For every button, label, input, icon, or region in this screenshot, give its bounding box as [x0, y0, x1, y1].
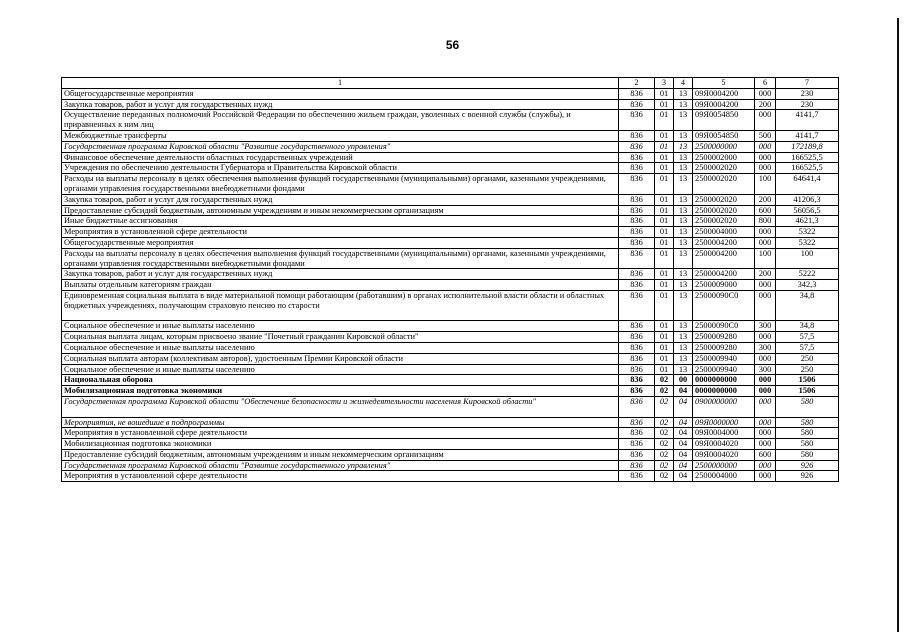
- section-cell: 02: [655, 396, 674, 417]
- table-row: [62, 163, 839, 174]
- admin-code-cell: 836: [619, 248, 655, 269]
- row-name-cell: Мероприятия, не вошедшие в подпрограммы: [62, 417, 619, 428]
- expense-type-cell: 300: [755, 364, 776, 375]
- amount-cell: 166525,5: [776, 152, 839, 163]
- admin-code-cell: 836: [619, 321, 655, 332]
- target-article-cell: 2500004200: [693, 237, 755, 248]
- expense-type-cell: 000: [755, 353, 776, 364]
- target-article-cell: 2500004200: [693, 269, 755, 280]
- target-article-cell: 09Я0004200: [693, 99, 755, 110]
- table-row: [62, 130, 839, 141]
- target-article-cell: 2500004200: [693, 248, 755, 269]
- expense-type-cell: 600: [755, 205, 776, 216]
- amount-cell: 4621,3: [776, 216, 839, 227]
- expense-type-cell: 300: [755, 342, 776, 353]
- target-article-cell: 09Я0004000: [693, 428, 755, 439]
- target-article-cell: 2500000000: [693, 141, 755, 152]
- subsection-cell: 04: [674, 439, 693, 450]
- admin-code-cell: 836: [619, 216, 655, 227]
- expense-type-cell: 000: [755, 396, 776, 417]
- section-cell: 01: [655, 227, 674, 238]
- amount-cell: 1506: [776, 375, 839, 386]
- subsection-cell: 04: [674, 471, 693, 482]
- target-article-cell: 2500000000: [693, 460, 755, 471]
- target-article-cell: 2500004000: [693, 471, 755, 482]
- amount-cell: 580: [776, 439, 839, 450]
- section-cell: 02: [655, 375, 674, 386]
- expense-type-cell: 000: [755, 428, 776, 439]
- amount-cell: 64641,4: [776, 174, 839, 195]
- subsection-cell: 04: [674, 386, 693, 397]
- section-cell: 02: [655, 428, 674, 439]
- table-row: [62, 227, 839, 238]
- expense-type-cell: 000: [755, 386, 776, 397]
- row-name-cell: Предоставление субсидий бюджетным, автономным учреждениям и иным некоммерческим организациям: [62, 449, 619, 460]
- target-article-cell: 2500009000: [693, 280, 755, 291]
- column-number-row: [62, 78, 839, 89]
- row-name-cell: Мероприятия в установленной сфере деятельности: [62, 227, 619, 238]
- row-name-cell: Мероприятия в установленной сфере деятельности: [62, 471, 619, 482]
- subsection-cell: 13: [674, 280, 693, 291]
- table-row: [62, 248, 839, 269]
- row-name-cell: Учреждения по обеспечению деятельности Губернатора и Правительства Кировской области: [62, 163, 619, 174]
- table-row: [62, 471, 839, 482]
- expense-type-cell: 000: [755, 332, 776, 343]
- admin-code-cell: 836: [619, 417, 655, 428]
- section-cell: 02: [655, 417, 674, 428]
- subsection-cell: 04: [674, 460, 693, 471]
- subsection-cell: 13: [674, 88, 693, 99]
- table-row: [62, 417, 839, 428]
- admin-code-cell: 836: [619, 280, 655, 291]
- expense-type-cell: 300: [755, 321, 776, 332]
- section-cell: 01: [655, 88, 674, 99]
- amount-cell: 34,8: [776, 290, 839, 320]
- section-cell: 01: [655, 342, 674, 353]
- table-row: [62, 194, 839, 205]
- section-cell: 01: [655, 269, 674, 280]
- subsection-cell: 13: [674, 110, 693, 131]
- row-name-cell: Расходы на выплаты персоналу в целях обеспечения выполнения функций государственными (муниципальными) органами, казенными учреждениями, органами управления государственными внебюджетными фондами: [62, 248, 619, 269]
- table-row: [62, 99, 839, 110]
- row-name-cell: Закупка товаров, работ и услуг для государственных нужд: [62, 99, 619, 110]
- subsection-cell: 13: [674, 227, 693, 238]
- subsection-cell: 04: [674, 449, 693, 460]
- row-name-cell: Национальная оборона: [62, 375, 619, 386]
- expense-type-cell: 200: [755, 269, 776, 280]
- row-name-cell: Общегосударственные мероприятия: [62, 88, 619, 99]
- row-name-cell: Осуществление переданных полномочий Российской Федерации по обеспечению жильем граждан, уволенных с военной службы (службы), и приравненных к ним лиц: [62, 110, 619, 131]
- expense-type-cell: 500: [755, 130, 776, 141]
- amount-cell: 172189,8: [776, 141, 839, 152]
- amount-cell: 4141,7: [776, 130, 839, 141]
- expense-type-cell: 000: [755, 88, 776, 99]
- admin-code-cell: 836: [619, 290, 655, 320]
- expense-type-cell: 200: [755, 99, 776, 110]
- subsection-cell: 13: [674, 321, 693, 332]
- expense-type-cell: 000: [755, 439, 776, 450]
- expense-type-cell: 800: [755, 216, 776, 227]
- target-article-cell: 2500002020: [693, 174, 755, 195]
- admin-code-cell: 836: [619, 449, 655, 460]
- admin-code-cell: 836: [619, 88, 655, 99]
- admin-code-cell: 836: [619, 396, 655, 417]
- table-row: [62, 342, 839, 353]
- row-name-cell: Мобилизационная подготовка экономики: [62, 386, 619, 397]
- section-cell: 01: [655, 216, 674, 227]
- table-row: [62, 439, 839, 450]
- table-body: [62, 78, 839, 482]
- section-cell: 01: [655, 130, 674, 141]
- target-article-cell: 2500009280: [693, 342, 755, 353]
- expense-type-cell: 000: [755, 237, 776, 248]
- amount-cell: 56056,5: [776, 205, 839, 216]
- row-name-cell: Общегосударственные мероприятия: [62, 237, 619, 248]
- amount-cell: 166525,5: [776, 163, 839, 174]
- admin-code-cell: 836: [619, 269, 655, 280]
- expense-type-cell: 100: [755, 174, 776, 195]
- section-cell: 01: [655, 290, 674, 320]
- subsection-cell: 13: [674, 99, 693, 110]
- target-article-cell: 25000090С0: [693, 290, 755, 320]
- admin-code-cell: 836: [619, 386, 655, 397]
- admin-code-cell: 836: [619, 353, 655, 364]
- expense-type-cell: 000: [755, 163, 776, 174]
- target-article-cell: 0000000000: [693, 386, 755, 397]
- row-name-cell: Межбюджетные трансферты: [62, 130, 619, 141]
- subsection-cell: 13: [674, 269, 693, 280]
- admin-code-cell: 836: [619, 342, 655, 353]
- subsection-cell: 13: [674, 205, 693, 216]
- admin-code-cell: 836: [619, 460, 655, 471]
- row-name-cell: Единовременная социальная выплата в виде материальной помощи работающим (работавшим) в органах исполнительной власти области и областных бюджетных учреждениях, получающим страховую пенсию по старости: [62, 290, 619, 320]
- header-cell: 3: [655, 78, 674, 89]
- section-cell: 01: [655, 364, 674, 375]
- amount-cell: 230: [776, 88, 839, 99]
- section-cell: 02: [655, 449, 674, 460]
- admin-code-cell: 836: [619, 439, 655, 450]
- amount-cell: 100: [776, 248, 839, 269]
- table-row: [62, 396, 839, 417]
- amount-cell: 57,5: [776, 342, 839, 353]
- admin-code-cell: 836: [619, 471, 655, 482]
- subsection-cell: 13: [674, 332, 693, 343]
- subsection-cell: 13: [674, 216, 693, 227]
- target-article-cell: 09Я0054850: [693, 130, 755, 141]
- expense-type-cell: 000: [755, 227, 776, 238]
- subsection-cell: 13: [674, 141, 693, 152]
- amount-cell: 250: [776, 353, 839, 364]
- amount-cell: 342,3: [776, 280, 839, 291]
- amount-cell: 57,5: [776, 332, 839, 343]
- amount-cell: 34,8: [776, 321, 839, 332]
- table-row: [62, 364, 839, 375]
- target-article-cell: 09Я0000000: [693, 417, 755, 428]
- target-article-cell: 09Я0054850: [693, 110, 755, 131]
- expense-type-cell: 000: [755, 471, 776, 482]
- section-cell: 02: [655, 386, 674, 397]
- row-name-cell: Социальное обеспечение и иные выплаты населению: [62, 342, 619, 353]
- target-article-cell: 2500002020: [693, 194, 755, 205]
- admin-code-cell: 836: [619, 174, 655, 195]
- amount-cell: 230: [776, 99, 839, 110]
- admin-code-cell: 836: [619, 237, 655, 248]
- admin-code-cell: 836: [619, 227, 655, 238]
- subsection-cell: 13: [674, 353, 693, 364]
- row-name-cell: Мобилизационная подготовка экономики: [62, 439, 619, 450]
- table-row: [62, 386, 839, 397]
- table-row: [62, 460, 839, 471]
- table-row: [62, 449, 839, 460]
- row-name-cell: Мероприятия в установленной сфере деятельности: [62, 428, 619, 439]
- row-name-cell: Социальная выплата лицам, которым присвоено звание "Почетный гражданин Кировской области": [62, 332, 619, 343]
- amount-cell: 41206,3: [776, 194, 839, 205]
- section-cell: 01: [655, 321, 674, 332]
- target-article-cell: 09Я0004020: [693, 449, 755, 460]
- admin-code-cell: 836: [619, 110, 655, 131]
- admin-code-cell: 836: [619, 428, 655, 439]
- table-row: [62, 280, 839, 291]
- admin-code-cell: 836: [619, 141, 655, 152]
- subsection-cell: 04: [674, 396, 693, 417]
- row-name-cell: Расходы на выплаты персоналу в целях обеспечения выполнения функций государственными (муниципальными) органами, казенными учреждениями, органами управления государственными внебюджетными фондами: [62, 174, 619, 195]
- target-article-cell: 09Я0004020: [693, 439, 755, 450]
- row-name-cell: Иные бюджетные ассигнования: [62, 216, 619, 227]
- expense-type-cell: 000: [755, 460, 776, 471]
- header-cell: 6: [755, 78, 776, 89]
- admin-code-cell: 836: [619, 194, 655, 205]
- expense-type-cell: 000: [755, 280, 776, 291]
- amount-cell: 580: [776, 428, 839, 439]
- row-name-cell: Финансовое обеспечение деятельности областных государственных учреждений: [62, 152, 619, 163]
- amount-cell: 580: [776, 449, 839, 460]
- header-cell: 7: [776, 78, 839, 89]
- row-name-cell: Социальное обеспечение и иные выплаты населению: [62, 321, 619, 332]
- table-row: [62, 321, 839, 332]
- subsection-cell: 13: [674, 248, 693, 269]
- header-cell: 4: [674, 78, 693, 89]
- row-name-cell: Государственная программа Кировской области "Развитие государственного управления": [62, 141, 619, 152]
- admin-code-cell: 836: [619, 332, 655, 343]
- subsection-cell: 13: [674, 152, 693, 163]
- subsection-cell: 00: [674, 375, 693, 386]
- subsection-cell: 13: [674, 130, 693, 141]
- section-cell: 01: [655, 152, 674, 163]
- target-article-cell: 2500002000: [693, 152, 755, 163]
- target-article-cell: 2500002020: [693, 205, 755, 216]
- subsection-cell: 13: [674, 194, 693, 205]
- amount-cell: 4141,7: [776, 110, 839, 131]
- admin-code-cell: 836: [619, 163, 655, 174]
- subsection-cell: 13: [674, 163, 693, 174]
- table-row: [62, 205, 839, 216]
- target-article-cell: 2500009940: [693, 353, 755, 364]
- amount-cell: 1506: [776, 386, 839, 397]
- section-cell: 01: [655, 99, 674, 110]
- target-article-cell: 0900000000: [693, 396, 755, 417]
- table-row: [62, 152, 839, 163]
- row-name-cell: Закупка товаров, работ и услуг для государственных нужд: [62, 194, 619, 205]
- row-name-cell: Социальное обеспечение и иные выплаты населению: [62, 364, 619, 375]
- table-row: [62, 375, 839, 386]
- admin-code-cell: 836: [619, 152, 655, 163]
- target-article-cell: 0000000000: [693, 375, 755, 386]
- amount-cell: 5222: [776, 269, 839, 280]
- row-name-cell: Государственная программа Кировской области "Развитие государственного управления": [62, 460, 619, 471]
- table-row: [62, 290, 839, 320]
- page-number: 56: [445, 38, 460, 52]
- subsection-cell: 13: [674, 364, 693, 375]
- subsection-cell: 13: [674, 174, 693, 195]
- admin-code-cell: 836: [619, 375, 655, 386]
- admin-code-cell: 836: [619, 99, 655, 110]
- target-article-cell: 2500009280: [693, 332, 755, 343]
- amount-cell: 926: [776, 471, 839, 482]
- expense-type-cell: 000: [755, 152, 776, 163]
- table-row: [62, 428, 839, 439]
- section-cell: 02: [655, 460, 674, 471]
- expense-type-cell: 200: [755, 194, 776, 205]
- section-cell: 01: [655, 237, 674, 248]
- table-row: [62, 88, 839, 99]
- table-row: [62, 110, 839, 131]
- section-cell: 01: [655, 174, 674, 195]
- header-cell: 1: [62, 78, 619, 89]
- amount-cell: 5322: [776, 237, 839, 248]
- amount-cell: 250: [776, 364, 839, 375]
- expense-type-cell: 000: [755, 141, 776, 152]
- amount-cell: 580: [776, 417, 839, 428]
- expense-type-cell: 000: [755, 417, 776, 428]
- section-cell: 01: [655, 163, 674, 174]
- margin-rule: [897, 18, 899, 632]
- section-cell: 02: [655, 439, 674, 450]
- admin-code-cell: 836: [619, 364, 655, 375]
- subsection-cell: 13: [674, 290, 693, 320]
- target-article-cell: 2500009940: [693, 364, 755, 375]
- expense-type-cell: 000: [755, 290, 776, 320]
- target-article-cell: 09Я0004200: [693, 88, 755, 99]
- target-article-cell: 2500002020: [693, 216, 755, 227]
- subsection-cell: 04: [674, 428, 693, 439]
- subsection-cell: 13: [674, 342, 693, 353]
- section-cell: 01: [655, 205, 674, 216]
- row-name-cell: Закупка товаров, работ и услуг для государственных нужд: [62, 269, 619, 280]
- budget-table: [61, 77, 839, 482]
- table-row: [62, 216, 839, 227]
- section-cell: 01: [655, 248, 674, 269]
- section-cell: 02: [655, 471, 674, 482]
- row-name-cell: Государственная программа Кировской области "Обеспечение безопасности и жизнедеятельности населения Кировской области": [62, 396, 619, 417]
- target-article-cell: 2500004000: [693, 227, 755, 238]
- row-name-cell: Социальная выплата авторам (коллективам авторов), удостоенным Премии Кировской области: [62, 353, 619, 364]
- section-cell: 01: [655, 194, 674, 205]
- amount-cell: 5322: [776, 227, 839, 238]
- section-cell: 01: [655, 353, 674, 364]
- table-row: [62, 174, 839, 195]
- expense-type-cell: 100: [755, 248, 776, 269]
- section-cell: 01: [655, 141, 674, 152]
- expense-type-cell: 000: [755, 375, 776, 386]
- table-row: [62, 269, 839, 280]
- expense-type-cell: 600: [755, 449, 776, 460]
- admin-code-cell: 836: [619, 205, 655, 216]
- section-cell: 01: [655, 280, 674, 291]
- expense-type-cell: 000: [755, 110, 776, 131]
- admin-code-cell: 836: [619, 130, 655, 141]
- section-cell: 01: [655, 110, 674, 131]
- amount-cell: 580: [776, 396, 839, 417]
- header-cell: 5: [693, 78, 755, 89]
- header-cell: 2: [619, 78, 655, 89]
- table-row: [62, 353, 839, 364]
- section-cell: 01: [655, 332, 674, 343]
- target-article-cell: 25000090С0: [693, 321, 755, 332]
- table-row: [62, 332, 839, 343]
- subsection-cell: 13: [674, 237, 693, 248]
- subsection-cell: 04: [674, 417, 693, 428]
- row-name-cell: Выплаты отдельным категориям граждан: [62, 280, 619, 291]
- table-row: [62, 237, 839, 248]
- row-name-cell: Предоставление субсидий бюджетным, автономным учреждениям и иным некоммерческим организациям: [62, 205, 619, 216]
- amount-cell: 926: [776, 460, 839, 471]
- table-row: [62, 141, 839, 152]
- target-article-cell: 2500002020: [693, 163, 755, 174]
